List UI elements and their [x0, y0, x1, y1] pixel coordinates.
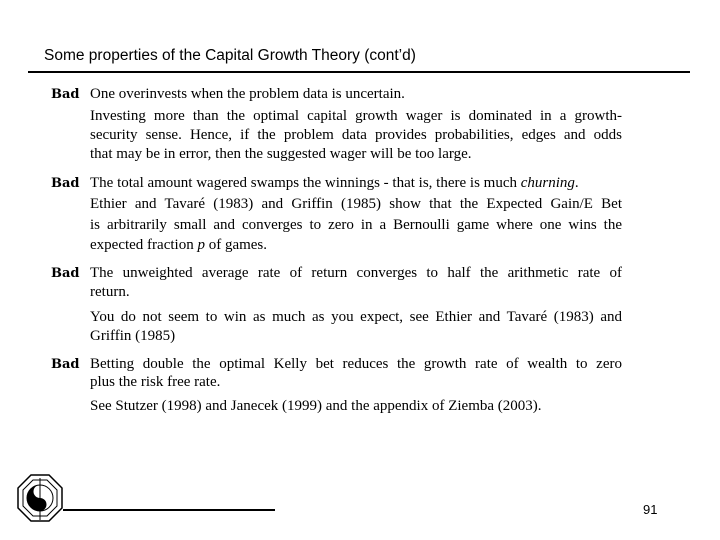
- bad-label: Bad: [51, 87, 80, 102]
- item-body-line: Investing more than the optimal capital growth wager is dominated in a growth-: [90, 108, 622, 124]
- item-heading: The unweighted average rate of return converges to half the arithmetic rate of: [90, 265, 622, 281]
- heading-text: The total amount wagered swamps the winnings - that is, there is much: [90, 175, 521, 191]
- page-number: 91: [643, 502, 658, 517]
- emphasis: p: [197, 237, 205, 253]
- item-heading: plus the risk free rate.: [90, 374, 221, 390]
- bad-label: Bad: [51, 357, 80, 372]
- body-text: expected fraction: [90, 237, 198, 253]
- emphasis: churning: [520, 175, 575, 191]
- item-body-line: See Stutzer (1998) and Janecek (1999) and the appendix of Ziemba (2003).: [90, 398, 542, 414]
- item-body-line: Ethier and Tavaré (1983) and Griffin (1985) show that the Expected Gain/E Bet: [90, 196, 622, 212]
- item-body-line: is arbitrarily small and converges to zero in a Bernoulli game where one wins the: [90, 217, 622, 233]
- bad-label: Bad: [51, 176, 80, 191]
- title-rule: [28, 71, 690, 73]
- bad-label: Bad: [51, 266, 80, 281]
- logo-icon: [17, 474, 63, 522]
- item-heading: Betting double the optimal Kelly bet reduces the growth rate of wealth to zero: [90, 356, 622, 372]
- footer-rule: [63, 509, 275, 511]
- item-heading: [90, 175, 622, 192]
- item-body-line: [90, 237, 622, 254]
- heading-text: .: [574, 175, 579, 191]
- slide-title: Some properties of the Capital Growth Theory (cont’d): [44, 47, 416, 64]
- item-body-line: You do not seem to win as much as you expect, see Ethier and Tavaré (1983) and: [90, 309, 622, 325]
- item-body-line: security sense. Hence, if the problem data provides probabilities, edges and odds: [90, 127, 622, 143]
- item-body-line: Griffin (1985): [90, 328, 176, 344]
- item-heading: return.: [90, 284, 130, 300]
- item-body-line: that may be in error, then the suggested wager will be too large.: [90, 146, 472, 162]
- item-heading: One overinvests when the problem data is uncertain.: [90, 86, 405, 102]
- body-text: of games.: [204, 237, 268, 253]
